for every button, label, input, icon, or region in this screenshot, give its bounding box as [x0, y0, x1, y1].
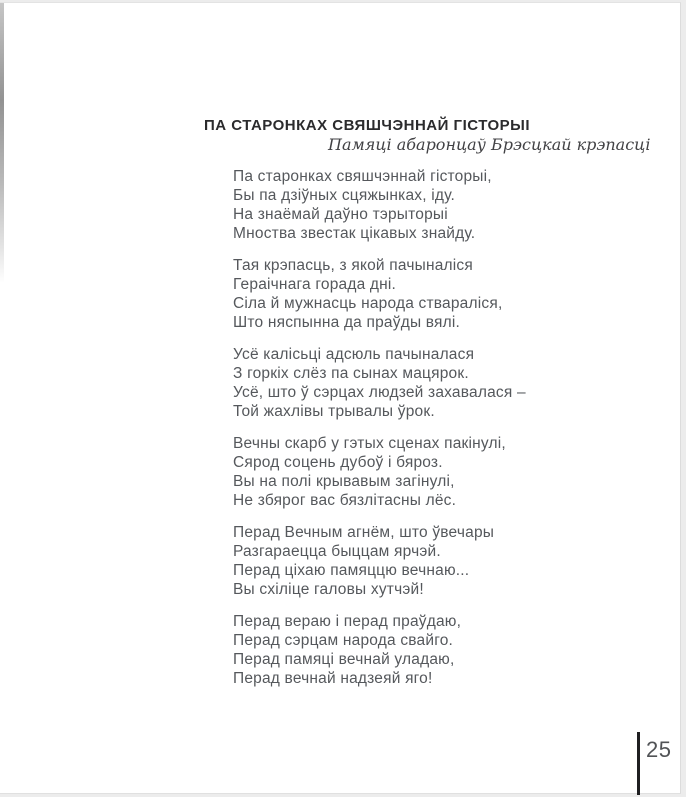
poem-line: Не збярог вас бязлітасны лёс.	[233, 492, 457, 509]
binding-shadow	[0, 3, 4, 283]
poem-stanza	[233, 523, 526, 599]
poem-line: Вы на полі крывавым загінулі,	[233, 473, 455, 490]
poem-line: Перад Вечным агнём, што ўвечары	[233, 524, 495, 541]
poem-stanza	[233, 167, 526, 243]
poem-line: Усё калісьці адсюль пачыналася	[233, 346, 475, 363]
footer-corner-bar	[637, 732, 640, 795]
poem-line: З горкіх слёз па сынах мацярок.	[233, 365, 469, 382]
poem-line: Мноства звестак цікавых знайду.	[233, 225, 476, 242]
poem-line: Перад вечнай надзеяй яго!	[233, 670, 433, 687]
poem-line: Перад сэрцам народа свайго.	[233, 632, 454, 649]
poem-line: Па старонках свяшчэннай гісторыі,	[233, 168, 492, 185]
poem-dedication: Памяці абаронцаў Брэсцкай крэпасці	[328, 135, 651, 154]
poem-body	[233, 167, 526, 701]
poem-line: Разгараецца быццам ярчэй.	[233, 543, 441, 560]
poem-title: ПА СТАРОНКАХ СВЯШЧЭННАЙ ГІСТОРЫІ	[204, 117, 531, 135]
poem-line: Сярод соцень дубоў і бяроз.	[233, 454, 443, 471]
poem-line: Вечны скарб у гэтых сценах пакінулі,	[233, 435, 506, 452]
poem-line: Перад памяці вечнай уладаю,	[233, 651, 455, 668]
poem-line: Тая крэпасць, з якой пачыналіся	[233, 257, 473, 274]
poem-stanza	[233, 434, 526, 510]
poem-line: Той жахлівы трывалы ўрок.	[233, 403, 435, 420]
poem-line: На знаёмай даўно тэрыторыі	[233, 206, 448, 223]
page-number: 25	[646, 737, 672, 762]
poem-stanza	[233, 256, 526, 332]
poem-line: Гераічнага горада дні.	[233, 276, 397, 293]
poem-line: Перад ціхаю памяццю вечнаю...	[233, 562, 470, 579]
poem-line: Перад вераю і перад праўдаю,	[233, 613, 462, 630]
poem-line: Сіла й мужнасць народа ствараліся,	[233, 295, 503, 312]
poem-stanza	[233, 345, 526, 421]
poem-stanza	[233, 612, 526, 688]
poem-line: Што няспынна да праўды вялі.	[233, 314, 461, 331]
poem-line: Вы схіліце галовы хутчэй!	[233, 581, 424, 598]
poem-line: Усё, што ў сэрцах людзей захавалася –	[233, 384, 526, 401]
book-page	[0, 2, 681, 794]
poem-line: Бы па дзіўных сцяжынках, іду.	[233, 187, 456, 204]
